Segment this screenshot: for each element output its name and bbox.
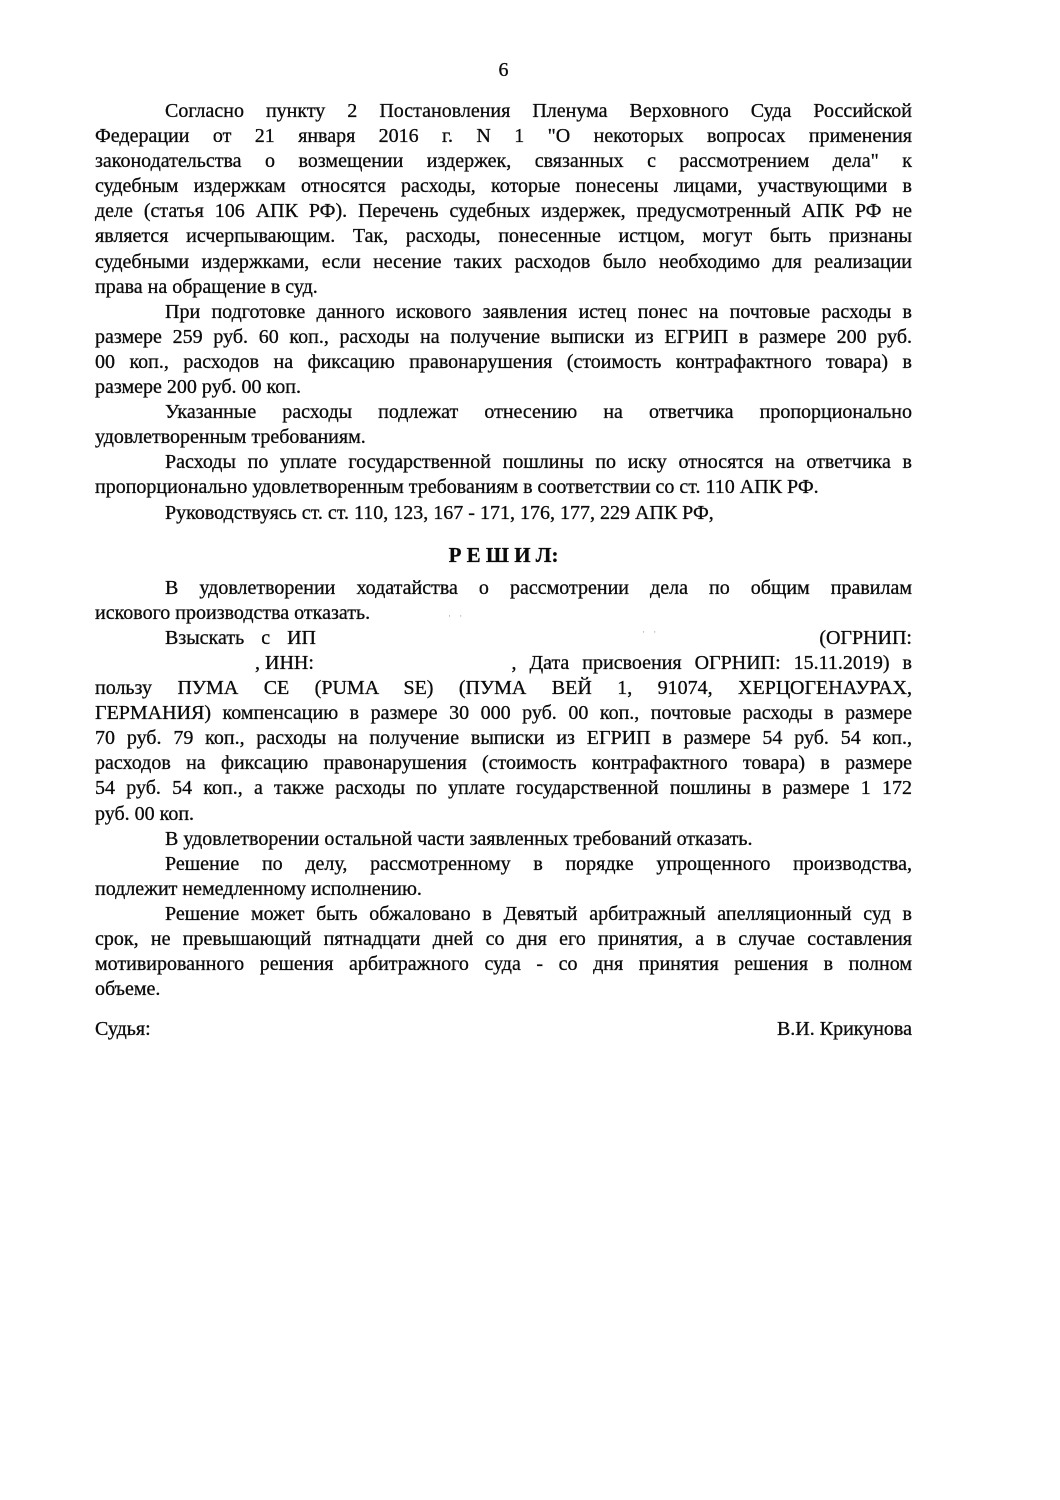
text-line xyxy=(95,626,912,651)
text-segment: , Дата присвоения ОГРНИП: 15.11.2019) в xyxy=(511,651,912,674)
text-line: Расходы по уплате государственной пошлины по иску относятся на ответчика в xyxy=(165,451,912,474)
paragraph xyxy=(95,501,912,526)
text-line: 70 руб. 79 коп., расходы на получение выписки из ЕГРИП в размере 54 руб. 54 коп., xyxy=(95,727,912,750)
text-line: размере 259 руб. 60 коп., расходы на получение выписки из ЕГРИП в размере 200 руб. xyxy=(95,325,912,348)
text-line: 54 руб. 54 коп., а также расходы по уплате государственной пошлины в размере 1 172 xyxy=(95,777,912,800)
document-body xyxy=(95,99,912,1042)
text-line: судебными издержками, если несение таких расходов было необходимо для реализации xyxy=(95,250,912,273)
paragraph xyxy=(95,300,912,400)
text-line: В удовлетворении остальной части заявленных требований отказать. xyxy=(165,827,753,850)
text-line: В удовлетворении ходатайства о рассмотрении дела по общим правилам xyxy=(165,576,912,599)
page-number: 6 xyxy=(498,59,509,81)
text-segment: , ИНН: xyxy=(255,651,314,674)
text-segment: (ОГРНИП: xyxy=(819,626,912,649)
text-line: деле (статья 106 АПК РФ). Перечень судебных издержек, предусмотренный АПК РФ не xyxy=(95,200,912,223)
paragraph xyxy=(95,852,912,902)
paragraph xyxy=(95,99,912,300)
text-line: судебным издержкам относятся расходы, которые понесены лицами, участвующими в xyxy=(95,175,912,198)
text-line: является исчерпывающим. Так, расходы, понесенные истцом, могут быть признаны xyxy=(95,225,912,248)
text-line: Федерации от 21 января 2016 г. N 1 "О некоторых вопросах применения xyxy=(95,125,912,148)
paragraph xyxy=(95,626,912,827)
text-line: размере 200 руб. 00 коп. xyxy=(95,376,301,399)
text-segment: Взыскать с ИП xyxy=(165,626,316,649)
text-line: удовлетворенным требованиям. xyxy=(95,426,366,449)
paragraph xyxy=(95,827,912,852)
text-line: Решение может быть обжаловано в Девятый арбитражный апелляционный суд в xyxy=(165,902,912,925)
text-line: руб. 00 коп. xyxy=(95,802,195,825)
scan-artifact: · · xyxy=(642,627,660,637)
text-line: срок, не превышающий пятнадцати дней со дня его принятия, а в случае составления xyxy=(95,928,912,950)
text-line: искового производства отказать. xyxy=(95,601,371,624)
text-line: ГЕРМАНИЯ) компенсацию в размере 30 000 руб. 00 коп., почтовые расходы в размере xyxy=(95,702,912,725)
scan-artifact: · · xyxy=(448,611,466,621)
text-line: 00 коп., расходов на фиксацию правонарушения (стоимость контрафактного товара) в xyxy=(95,350,912,373)
text-line: мотивированного решения арбитражного суда - со дня принятия решения в полном xyxy=(95,953,912,976)
text-line: пропорционально удовлетворенным требованиям в соответствии со ст. 110 АПК РФ. xyxy=(95,476,819,499)
paragraph xyxy=(95,450,912,500)
decision-heading: Р Е Ш И Л: xyxy=(448,542,559,567)
text-line: Указанные расходы подлежат отнесению на ответчика пропорционально xyxy=(165,401,912,424)
text-line: Решение по делу, рассмотренному в порядке упрощенного производства, xyxy=(165,852,912,875)
paragraph xyxy=(95,902,912,1002)
text-line: законодательства о возмещении издержек, связанных с рассмотрением дела" к xyxy=(95,150,912,173)
text-line: При подготовке данного искового заявления истец понес на почтовые расходы в xyxy=(165,300,912,323)
judge-label: Судья: xyxy=(95,1018,151,1041)
text-line: объеме. xyxy=(95,978,161,1001)
paragraph xyxy=(95,400,912,450)
paragraph xyxy=(95,576,912,626)
text-line: пользу ПУМА СЕ (PUMA SE) (ПУМА ВЕЙ 1, 91074, ХЕРЦОГЕНАУРАХ, xyxy=(95,677,912,700)
text-line: права на обращение в суд. xyxy=(95,275,318,298)
text-line xyxy=(95,651,912,676)
text-line: подлежит немедленному исполнению. xyxy=(95,877,422,900)
signature-row xyxy=(95,1017,912,1042)
text-line: Руководствуясь ст. ст. 110, 123, 167 - 171, 176, 177, 229 АПК РФ, xyxy=(165,501,714,524)
text-line: расходов на фиксацию правонарушения (стоимость контрафактного товара) в размере xyxy=(95,752,912,775)
text-line: Согласно пункту 2 Постановления Пленума Верховного Суда Российской xyxy=(165,100,912,122)
judge-name: В.И. Крикунова xyxy=(776,1018,912,1041)
